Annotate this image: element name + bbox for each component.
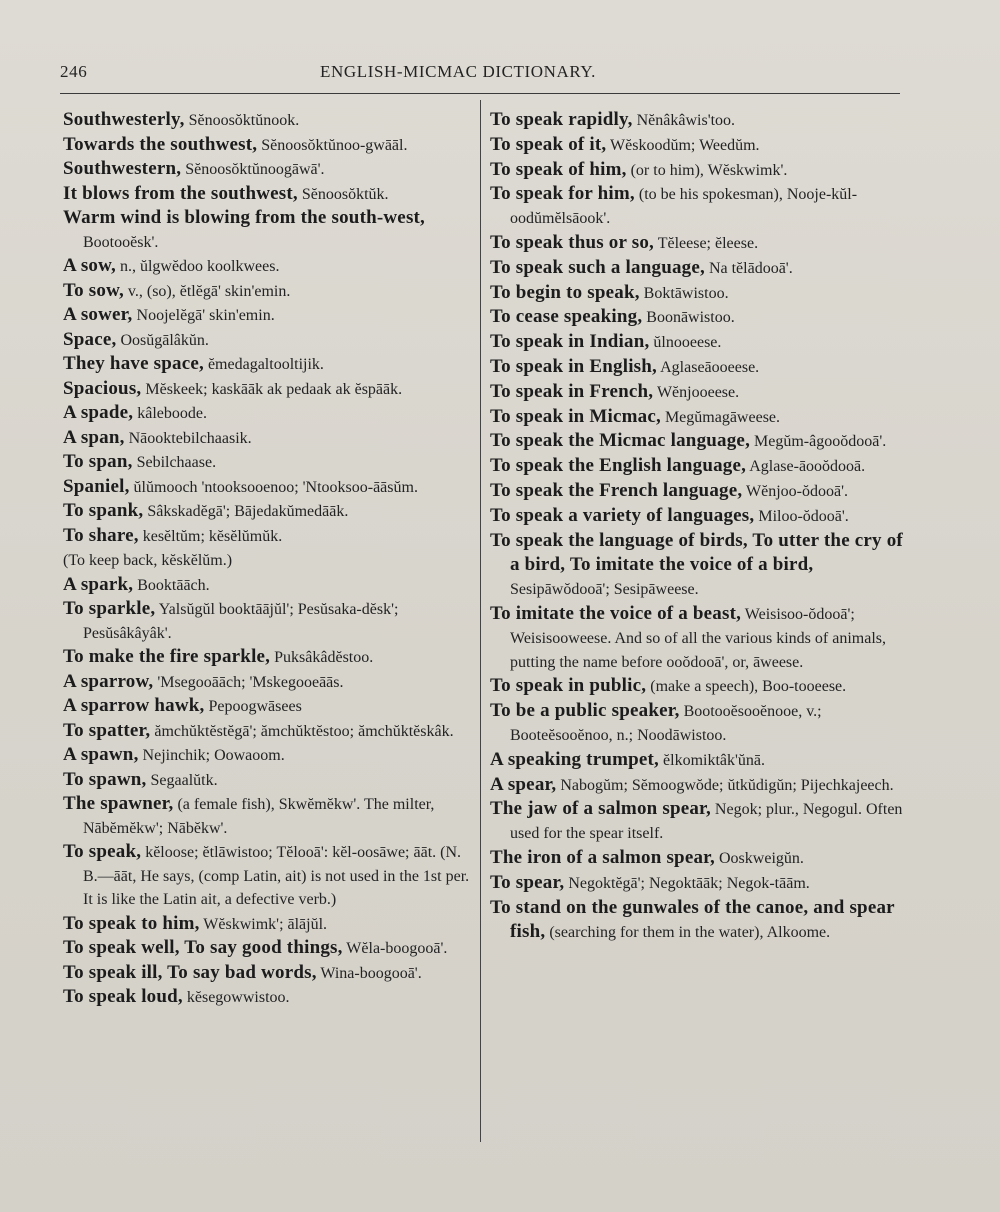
entry-headword: A spade, [63, 402, 134, 423]
entry-headword: Towards the southwest, [63, 133, 258, 155]
entry-headword: To speak in English, [490, 355, 657, 377]
entry-definition: Wĕnjooeese. [653, 383, 740, 401]
entry-headword: To stand on the gunwales of the canoe, and spear fish, [490, 896, 895, 943]
entry-definition: Wĕskoodŭm; Weedŭm. [606, 136, 760, 154]
entry-headword: To speak such a language, [490, 256, 705, 278]
dictionary-entry [63, 401, 473, 426]
dictionary-entry [490, 674, 908, 699]
entry-definition: Miloo-ŏdooā'. [754, 507, 849, 525]
entry-headword: To speak the English language, [490, 455, 747, 477]
entry-headword: To speak in Micmac, [490, 405, 661, 427]
dictionary-entry [490, 602, 908, 674]
dictionary-entry [63, 279, 473, 304]
dictionary-entry [63, 670, 473, 695]
entry-headword: Spaniel, [63, 475, 130, 497]
entry-headword: A sparrow, [63, 670, 154, 692]
entry-definition: Boonāwistoo. [642, 309, 735, 327]
dictionary-entry [63, 645, 473, 670]
entry-definition: Sâkskadĕgā'; Bājedakŭmedāāk. [143, 503, 349, 520]
page-number: 246 [60, 62, 88, 81]
entry-definition: n., ŭlgwĕdoo koolkwees. [115, 258, 280, 275]
entry-headword: To speak to him, [63, 912, 200, 934]
dictionary-entry [63, 328, 473, 353]
entry-definition: Sebilchaase. [132, 454, 217, 471]
entry-definition: Booktāāch. [133, 576, 210, 594]
entry-headword: A spawn, [63, 744, 139, 765]
entry-definition: Weisisoo-ŏdooā'; Weisisooweese. And so of all the various kinds of animals, putting the name before ooŏdooā', or, āweese. [510, 605, 886, 671]
entry-headword: To speak the Micmac language, [490, 430, 751, 452]
dictionary-entry [63, 936, 473, 961]
entry-headword: To speak ill, To say bad words, [63, 961, 317, 983]
dictionary-entry [63, 548, 473, 573]
entry-definition: Nāooktebilchaasik. [124, 429, 252, 447]
dictionary-entry [490, 797, 908, 846]
dictionary-entry [63, 524, 473, 549]
entry-definition: ĕmedagaltooltijik. [203, 356, 324, 373]
dictionary-entry [63, 499, 473, 524]
dictionary-entry [63, 475, 473, 500]
dictionary-entry [490, 355, 908, 380]
entry-headword: To spear, [490, 871, 565, 893]
entry-definition: Mĕskeek; kaskāāk ak pedaak ak ĕspāāk. [141, 380, 403, 398]
entry-definition: Megŭmagāweese. [660, 408, 781, 426]
entry-definition: Bootooĕsk'. [83, 233, 159, 251]
dictionary-entry [63, 352, 473, 377]
dictionary-entry [63, 450, 473, 475]
entry-definition: kâleboode. [133, 405, 207, 422]
entry-definition: Wĕnjoo-ŏdooā'. [742, 482, 848, 500]
entry-definition: (a female fish), Skwĕmĕkw'. The milter, Nābĕmĕkw'; Nābĕkw'. [83, 796, 435, 837]
dictionary-entry [490, 479, 908, 504]
dictionary-entry [63, 303, 473, 328]
dictionary-entry [490, 896, 908, 946]
entry-headword: A sow, [63, 255, 116, 276]
entry-headword: To speak thus or so, [490, 231, 654, 253]
dictionary-entry [63, 108, 473, 133]
entry-headword: To speak in French, [490, 380, 654, 402]
entry-headword: To speak for him, [490, 183, 635, 205]
dictionary-entry [63, 961, 473, 986]
entry-definition: ŭlŭmooch 'ntooksooenoo; 'Ntooksoo-āāsŭm. [129, 478, 418, 496]
entry-definition: Ooskweigŭn. [715, 849, 804, 867]
entry-definition: Na tĕlādooā'. [704, 259, 793, 277]
entry-headword: To speak the French language, [490, 479, 743, 501]
dictionary-entry [63, 792, 473, 840]
entry-headword: To speak rapidly, [490, 109, 633, 130]
dictionary-entry [63, 743, 473, 768]
dictionary-entry [490, 405, 908, 430]
entry-definition: (searching for them in the water), Alkoome. [545, 924, 831, 942]
entry-definition: Yalsŭgŭl booktāājŭl'; Pesŭsaka-dĕsk'; Pesŭsâkâyâk'. [83, 601, 399, 642]
entry-definition: kĕloose; ĕtlāwistoo; Tĕlooā': kĕl-oosāwe; āāt. (N. B.—āāt, He says, (comp Latin, ait) is not used in the 1st per. It is like the Latin ait, a defective verb.) [83, 844, 470, 908]
entry-definition: Oosŭgālâkŭn. [116, 331, 209, 349]
entry-headword: To imitate the voice of a beast, [490, 602, 742, 624]
entry-definition: Nĕnâkâwis'too. [632, 112, 736, 129]
entry-definition: Sĕnoosŏktŭnook. [184, 112, 300, 129]
entry-headword: The iron of a salmon spear, [490, 846, 715, 868]
entry-headword: They have space, [63, 353, 204, 374]
entry-headword: To speak of it, [490, 133, 607, 155]
entry-headword: A speaking trumpet, [490, 748, 660, 770]
entry-definition: Aglaseāooeese. [657, 358, 760, 376]
entry-definition: (make a speech), Boo-tooeese. [646, 678, 847, 696]
dictionary-entry [63, 157, 473, 182]
entry-definition: v., (so), ĕtlĕgā' skin'emin. [123, 282, 291, 300]
dictionary-entry [63, 426, 473, 451]
entry-headword: To span, [63, 451, 133, 472]
dictionary-entry [490, 699, 908, 748]
entry-definition: Puksâkâdĕstoo. [270, 649, 374, 666]
entry-headword: Spacious, [63, 377, 142, 399]
entry-headword: The spawner, [63, 793, 174, 814]
entry-definition: kĕsegowwistoo. [182, 989, 290, 1006]
entry-definition: Sĕnoosŏktŭnoo-gwāāl. [257, 136, 408, 154]
entry-headword: A sower, [63, 304, 133, 325]
entry-headword: To sow, [63, 279, 124, 301]
dictionary-entry [490, 158, 908, 183]
entry-headword: To spank, [63, 500, 144, 521]
dictionary-entry [63, 694, 473, 719]
header-rule [60, 93, 900, 94]
dictionary-entry [490, 330, 908, 355]
entry-headword: To speak loud, [63, 986, 183, 1007]
entry-headword: A span, [63, 426, 125, 448]
dictionary-entry [63, 597, 473, 645]
dictionary-entry [490, 256, 908, 281]
entry-definition: Sesipāwŏdooā'; Sesipāweese. [510, 581, 699, 599]
running-title: ENGLISH-MICMAC DICTIONARY. [320, 62, 596, 81]
entry-definition: Bootooĕsooĕnooe, v.; Booteĕsooĕnoo, n.; Noodāwistoo. [510, 703, 822, 744]
dictionary-entry [63, 912, 473, 937]
entry-headword: A spark, [63, 573, 134, 595]
entry-definition: Wĕla-boogooā'. [342, 940, 448, 957]
entry-headword: Southwesterly, [63, 109, 185, 130]
entry-headword: To speak the language of birds, To utter the cry of a bird, To imitate the voice of a bird, [490, 529, 903, 576]
entry-headword: Southwestern, [63, 158, 182, 179]
entry-definition: Boktāwistoo. [639, 284, 729, 302]
entry-definition: Sĕnoosŏktŭk. [297, 185, 389, 203]
dictionary-entry [63, 182, 473, 207]
entry-definition: ĕlkomiktâk'ŭnā. [659, 751, 765, 769]
dictionary-entry [490, 231, 908, 256]
dictionary-entry [490, 504, 908, 529]
entry-headword: To share, [63, 524, 139, 546]
dictionary-entry [63, 840, 473, 912]
dictionary-entry [63, 254, 473, 279]
entry-definition: Tĕleese; ĕleese. [653, 234, 759, 252]
entry-headword: To speak in public, [490, 675, 647, 697]
dictionary-entry [63, 573, 473, 598]
entry-definition: kesĕltŭm; kĕsĕlŭmŭk. [138, 527, 283, 545]
entry-definition: Negok; plur., Negogul. Often used for the spear itself. [510, 801, 903, 843]
dictionary-entry [490, 281, 908, 306]
entry-headword: To spawn, [63, 768, 147, 790]
entry-headword: To cease speaking, [490, 306, 643, 328]
entry-headword: To speak of him, [490, 158, 627, 180]
right-column [490, 108, 908, 945]
dictionary-entry [63, 206, 473, 254]
entry-headword: The jaw of a salmon spear, [490, 798, 711, 820]
dictionary-entry [490, 133, 908, 158]
entry-definition: ŭlnooeese. [649, 334, 722, 352]
entry-definition: Megŭm-âgooŏdooā'. [750, 433, 887, 451]
dictionary-entry [63, 719, 473, 744]
entry-headword: To speak in Indian, [490, 331, 650, 353]
dictionary-entry [63, 985, 473, 1010]
dictionary-entry [490, 454, 908, 479]
dictionary-entry [490, 846, 908, 871]
dictionary-entry [63, 377, 473, 402]
entry-headword: To make the fire sparkle, [63, 646, 271, 667]
dictionary-entry [490, 529, 908, 602]
dictionary-entry [63, 768, 473, 793]
entry-headword: To begin to speak, [490, 281, 640, 303]
entry-definition: Nejinchik; Oowaoom. [138, 747, 285, 764]
entry-definition: Noojelĕgā' skin'emin. [132, 307, 275, 324]
dictionary-entry [490, 871, 908, 896]
entry-headword: Space, [63, 328, 117, 350]
entry-definition: Aglase-āooŏdooā. [746, 458, 866, 476]
entry-definition: Pepoogwāsees [204, 698, 302, 715]
entry-definition: Sĕnoosŏktŭnoogāwā'. [181, 161, 325, 178]
dictionary-entry [490, 748, 908, 773]
entry-headword: Warm wind is blowing from the south-west, [63, 207, 426, 228]
dictionary-entry [490, 773, 908, 798]
left-column [63, 108, 473, 1010]
entry-definition: Segaalŭtk. [146, 771, 218, 789]
entry-headword: To be a public speaker, [490, 700, 680, 722]
dictionary-entry [490, 108, 908, 133]
entry-headword: To spatter, [63, 719, 151, 741]
entry-definition: (To keep back, kĕskĕlŭm.) [63, 552, 233, 569]
entry-definition: ămchŭktĕstĕgā'; ămchŭktĕstoo; ămchŭktĕskâk. [150, 722, 454, 740]
entry-definition: Negoktĕgā'; Negoktāāk; Negok-tāām. [564, 874, 810, 892]
entry-definition: (or to him), Wĕskwimk'. [626, 161, 788, 179]
entry-definition: (to be his spokesman), Nooje-kŭl-oodŭmĕlsāook'. [510, 186, 858, 228]
entry-headword: A sparrow hawk, [63, 695, 205, 716]
dictionary-entry [490, 429, 908, 454]
entry-headword: To sparkle, [63, 598, 156, 619]
entry-headword: To speak, [63, 841, 142, 862]
entry-headword: A spear, [490, 773, 557, 795]
dictionary-entry [490, 305, 908, 330]
entry-headword: To speak well, To say good things, [63, 937, 343, 958]
entry-headword: To speak a variety of languages, [490, 504, 755, 526]
entry-definition: Nabogŭm; Sĕmoogwŏde; ŭtkŭdigŭn; Pijechkajeech. [556, 776, 894, 794]
dictionary-entry [490, 380, 908, 405]
entry-definition: 'Msegooāāch; 'Mskegooeāās. [153, 673, 344, 691]
entry-headword: It blows from the southwest, [63, 182, 298, 204]
entry-definition: Wina-boogooā'. [316, 964, 422, 982]
dictionary-entry [63, 133, 473, 158]
dictionary-entry [490, 182, 908, 231]
page-header [60, 62, 900, 84]
column-divider [480, 100, 481, 1142]
entry-definition: Wĕskwimk'; ālājŭl. [199, 915, 328, 933]
